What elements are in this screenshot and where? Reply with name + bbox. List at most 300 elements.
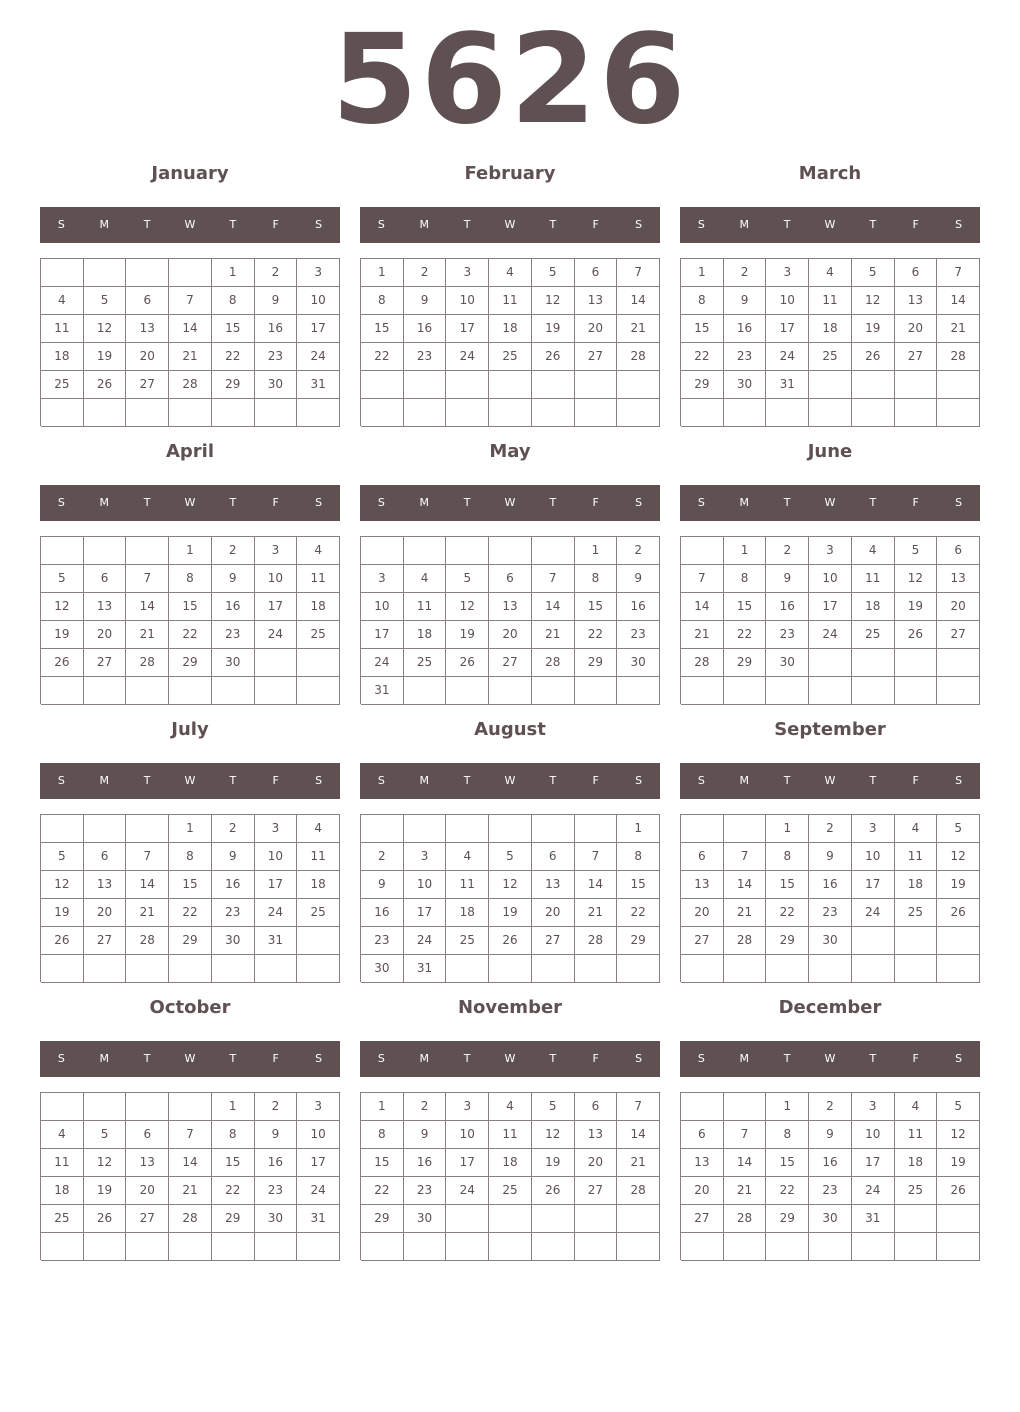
day-cell: 1: [724, 537, 767, 565]
empty-cell: [937, 649, 980, 677]
empty-cell: [126, 259, 169, 287]
day-cell: 11: [404, 593, 447, 621]
month-name: December: [778, 997, 882, 1018]
day-cell: 27: [575, 1177, 618, 1205]
day-cell: 16: [766, 593, 809, 621]
day-cell: 1: [361, 259, 404, 287]
day-cell: 2: [809, 1093, 852, 1121]
day-cell: 21: [169, 1177, 212, 1205]
day-cell: 21: [724, 899, 767, 927]
day-cell: 4: [489, 1093, 532, 1121]
day-cell: 28: [937, 343, 980, 371]
day-cell: 28: [681, 649, 724, 677]
weekday-label: F: [592, 1052, 599, 1065]
day-cell: 6: [575, 1093, 618, 1121]
day-cell: 21: [126, 899, 169, 927]
day-grid: [360, 814, 660, 982]
day-cell: 3: [446, 1093, 489, 1121]
weekday-label: S: [57, 1052, 65, 1065]
empty-cell: [446, 955, 489, 983]
day-cell: 22: [212, 1177, 255, 1205]
day-cell: 24: [446, 343, 489, 371]
weekday-label: T: [229, 218, 237, 231]
day-cell: 2: [617, 537, 660, 565]
empty-cell: [361, 371, 404, 399]
day-cell: 23: [809, 1177, 852, 1205]
day-cell: 21: [169, 343, 212, 371]
empty-cell: [617, 399, 660, 427]
weekday-header: [360, 763, 660, 799]
empty-cell: [617, 955, 660, 983]
day-grid: [360, 536, 660, 704]
empty-cell: [84, 399, 127, 427]
weekday-label: W: [824, 496, 836, 509]
weekday-label: S: [635, 218, 643, 231]
day-cell: 22: [575, 621, 618, 649]
day-cell: 10: [446, 1121, 489, 1149]
weekday-label: W: [824, 1052, 836, 1065]
day-cell: 24: [255, 621, 298, 649]
day-cell: 2: [809, 815, 852, 843]
weekday-label: T: [143, 496, 151, 509]
weekday-label: W: [824, 218, 836, 231]
empty-cell: [446, 371, 489, 399]
day-cell: 12: [489, 871, 532, 899]
day-cell: 31: [404, 955, 447, 983]
day-cell: 3: [255, 815, 298, 843]
month-name: June: [807, 441, 853, 462]
day-cell: 4: [404, 565, 447, 593]
day-cell: 26: [84, 1205, 127, 1233]
day-cell: 19: [489, 899, 532, 927]
day-cell: 22: [724, 621, 767, 649]
weekday-label: W: [824, 774, 836, 787]
day-cell: 14: [617, 1121, 660, 1149]
day-cell: 6: [84, 843, 127, 871]
empty-cell: [681, 815, 724, 843]
day-cell: 9: [404, 1121, 447, 1149]
day-cell: 24: [852, 899, 895, 927]
day-cell: 6: [575, 259, 618, 287]
empty-cell: [895, 371, 938, 399]
day-cell: 27: [126, 371, 169, 399]
empty-cell: [446, 815, 489, 843]
day-cell: 19: [446, 621, 489, 649]
empty-cell: [895, 1233, 938, 1261]
day-cell: 25: [852, 621, 895, 649]
empty-cell: [404, 677, 447, 705]
day-cell: 9: [766, 565, 809, 593]
month-name: August: [474, 719, 546, 740]
empty-cell: [617, 677, 660, 705]
day-cell: 1: [766, 1093, 809, 1121]
day-cell: 13: [489, 593, 532, 621]
day-cell: 24: [404, 927, 447, 955]
day-cell: 25: [489, 343, 532, 371]
day-cell: 28: [126, 649, 169, 677]
day-cell: 7: [169, 1121, 212, 1149]
empty-cell: [937, 677, 980, 705]
day-cell: 17: [255, 593, 298, 621]
empty-cell: [724, 677, 767, 705]
day-cell: 15: [212, 315, 255, 343]
weekday-label: T: [783, 496, 791, 509]
empty-cell: [852, 649, 895, 677]
day-cell: 13: [937, 565, 980, 593]
day-cell: 17: [446, 315, 489, 343]
day-cell: 11: [489, 1121, 532, 1149]
weekday-label: S: [377, 1052, 385, 1065]
day-cell: 26: [895, 621, 938, 649]
day-cell: 17: [852, 871, 895, 899]
day-cell: 4: [852, 537, 895, 565]
day-cell: 13: [681, 871, 724, 899]
weekday-label: M: [739, 1052, 750, 1065]
empty-cell: [212, 1233, 255, 1261]
day-cell: 30: [255, 1205, 298, 1233]
weekday-label: S: [315, 218, 323, 231]
day-cell: 20: [681, 1177, 724, 1205]
day-cell: 2: [212, 815, 255, 843]
weekday-label: S: [697, 218, 705, 231]
weekday-label: F: [912, 218, 919, 231]
day-cell: 11: [809, 287, 852, 315]
day-cell: 25: [446, 927, 489, 955]
day-cell: 20: [575, 315, 618, 343]
day-cell: 22: [617, 899, 660, 927]
day-cell: 24: [361, 649, 404, 677]
day-cell: 19: [895, 593, 938, 621]
day-cell: 13: [895, 287, 938, 315]
weekday-label: T: [783, 1052, 791, 1065]
day-cell: 11: [446, 871, 489, 899]
day-cell: 16: [212, 871, 255, 899]
day-cell: 10: [809, 565, 852, 593]
day-cell: 19: [937, 871, 980, 899]
day-cell: 11: [41, 315, 84, 343]
day-cell: 28: [532, 649, 575, 677]
day-cell: 13: [126, 315, 169, 343]
empty-cell: [937, 1233, 980, 1261]
day-cell: 29: [766, 1205, 809, 1233]
empty-cell: [41, 399, 84, 427]
day-cell: 14: [724, 1149, 767, 1177]
day-cell: 26: [41, 649, 84, 677]
weekday-label: T: [229, 774, 237, 787]
day-cell: 30: [404, 1205, 447, 1233]
empty-cell: [617, 371, 660, 399]
day-cell: 7: [724, 843, 767, 871]
day-cell: 8: [681, 287, 724, 315]
day-cell: 4: [809, 259, 852, 287]
day-cell: 21: [724, 1177, 767, 1205]
day-cell: 10: [255, 565, 298, 593]
day-cell: 19: [41, 899, 84, 927]
empty-cell: [126, 399, 169, 427]
day-grid: [360, 1092, 660, 1260]
day-cell: 18: [809, 315, 852, 343]
day-cell: 20: [84, 899, 127, 927]
day-cell: 8: [361, 287, 404, 315]
day-cell: 17: [361, 621, 404, 649]
day-cell: 8: [212, 1121, 255, 1149]
day-cell: 15: [724, 593, 767, 621]
month-name: March: [798, 163, 862, 184]
day-cell: 10: [446, 287, 489, 315]
day-cell: 15: [361, 1149, 404, 1177]
empty-cell: [724, 1093, 767, 1121]
empty-cell: [169, 955, 212, 983]
empty-cell: [404, 399, 447, 427]
empty-cell: [852, 371, 895, 399]
day-cell: 5: [532, 259, 575, 287]
weekday-label: M: [739, 774, 750, 787]
day-cell: 16: [212, 593, 255, 621]
day-cell: 15: [361, 315, 404, 343]
day-cell: 2: [361, 843, 404, 871]
empty-cell: [84, 1093, 127, 1121]
weekday-label: W: [184, 496, 196, 509]
empty-cell: [84, 537, 127, 565]
day-cell: 6: [532, 843, 575, 871]
day-cell: 8: [617, 843, 660, 871]
day-cell: 5: [937, 1093, 980, 1121]
day-cell: 5: [489, 843, 532, 871]
day-cell: 13: [84, 593, 127, 621]
day-cell: 10: [361, 593, 404, 621]
weekday-label: F: [912, 496, 919, 509]
day-cell: 23: [255, 343, 298, 371]
day-cell: 19: [937, 1149, 980, 1177]
day-cell: 20: [937, 593, 980, 621]
day-grid: [40, 536, 340, 704]
empty-cell: [41, 955, 84, 983]
day-cell: 27: [532, 927, 575, 955]
day-cell: 18: [446, 899, 489, 927]
empty-cell: [169, 399, 212, 427]
day-cell: 17: [297, 1149, 340, 1177]
weekday-label: S: [57, 774, 65, 787]
empty-cell: [169, 677, 212, 705]
day-cell: 16: [724, 315, 767, 343]
weekday-label: F: [912, 774, 919, 787]
day-cell: 22: [681, 343, 724, 371]
day-cell: 6: [937, 537, 980, 565]
day-cell: 14: [724, 871, 767, 899]
empty-cell: [809, 955, 852, 983]
empty-cell: [361, 815, 404, 843]
weekday-header: [40, 763, 340, 799]
day-cell: 20: [532, 899, 575, 927]
day-cell: 14: [937, 287, 980, 315]
empty-cell: [575, 815, 618, 843]
day-cell: 1: [212, 259, 255, 287]
day-cell: 4: [446, 843, 489, 871]
day-cell: 16: [255, 1149, 298, 1177]
weekday-label: S: [315, 496, 323, 509]
empty-cell: [489, 677, 532, 705]
empty-cell: [852, 955, 895, 983]
empty-cell: [532, 677, 575, 705]
day-cell: 5: [532, 1093, 575, 1121]
day-cell: 28: [617, 1177, 660, 1205]
empty-cell: [681, 955, 724, 983]
weekday-label: M: [99, 774, 110, 787]
empty-cell: [489, 815, 532, 843]
day-grid: [40, 814, 340, 982]
day-cell: 12: [84, 1149, 127, 1177]
day-cell: 1: [766, 815, 809, 843]
empty-cell: [41, 815, 84, 843]
day-cell: 15: [169, 871, 212, 899]
empty-cell: [575, 955, 618, 983]
weekday-label: T: [143, 774, 151, 787]
day-cell: 27: [895, 343, 938, 371]
day-cell: 7: [617, 1093, 660, 1121]
weekday-label: S: [57, 496, 65, 509]
weekday-label: T: [869, 218, 877, 231]
empty-cell: [809, 677, 852, 705]
day-cell: 29: [169, 927, 212, 955]
day-cell: 22: [361, 343, 404, 371]
day-cell: 25: [489, 1177, 532, 1205]
day-cell: 25: [895, 1177, 938, 1205]
empty-cell: [404, 815, 447, 843]
day-cell: 30: [617, 649, 660, 677]
day-cell: 1: [681, 259, 724, 287]
day-cell: 24: [809, 621, 852, 649]
day-cell: 4: [489, 259, 532, 287]
day-cell: 5: [41, 565, 84, 593]
weekday-label: W: [184, 218, 196, 231]
day-cell: 4: [41, 287, 84, 315]
day-cell: 27: [937, 621, 980, 649]
weekday-label: F: [592, 496, 599, 509]
day-grid: [40, 258, 340, 426]
day-cell: 5: [937, 815, 980, 843]
day-cell: 16: [404, 1149, 447, 1177]
day-cell: 19: [852, 315, 895, 343]
day-cell: 8: [169, 843, 212, 871]
year-title: 5626: [331, 8, 689, 152]
empty-cell: [575, 399, 618, 427]
empty-cell: [724, 955, 767, 983]
day-cell: 3: [852, 1093, 895, 1121]
day-cell: 10: [766, 287, 809, 315]
empty-cell: [404, 1233, 447, 1261]
day-cell: 5: [41, 843, 84, 871]
day-cell: 29: [212, 371, 255, 399]
day-cell: 19: [84, 343, 127, 371]
day-cell: 25: [297, 621, 340, 649]
weekday-label: T: [549, 218, 557, 231]
weekday-label: M: [739, 496, 750, 509]
empty-cell: [532, 371, 575, 399]
day-cell: 5: [84, 287, 127, 315]
weekday-header: [680, 485, 980, 521]
day-cell: 1: [169, 537, 212, 565]
day-cell: 2: [212, 537, 255, 565]
day-cell: 15: [766, 871, 809, 899]
day-cell: 1: [617, 815, 660, 843]
empty-cell: [297, 927, 340, 955]
day-cell: 16: [809, 1149, 852, 1177]
day-cell: 9: [212, 843, 255, 871]
day-cell: 15: [766, 1149, 809, 1177]
day-cell: 12: [84, 315, 127, 343]
empty-cell: [404, 371, 447, 399]
day-cell: 18: [852, 593, 895, 621]
day-cell: 17: [852, 1149, 895, 1177]
day-cell: 7: [126, 843, 169, 871]
weekday-label: S: [57, 218, 65, 231]
empty-cell: [41, 677, 84, 705]
day-cell: 4: [895, 1093, 938, 1121]
empty-cell: [809, 649, 852, 677]
day-cell: 28: [126, 927, 169, 955]
day-cell: 7: [169, 287, 212, 315]
day-cell: 29: [766, 927, 809, 955]
weekday-label: S: [955, 774, 963, 787]
empty-cell: [681, 1093, 724, 1121]
empty-cell: [575, 1205, 618, 1233]
day-cell: 17: [404, 899, 447, 927]
day-cell: 22: [361, 1177, 404, 1205]
day-cell: 17: [297, 315, 340, 343]
weekday-label: S: [697, 1052, 705, 1065]
day-cell: 3: [766, 259, 809, 287]
empty-cell: [84, 1233, 127, 1261]
day-cell: 31: [255, 927, 298, 955]
day-cell: 31: [361, 677, 404, 705]
day-cell: 3: [809, 537, 852, 565]
day-cell: 22: [169, 899, 212, 927]
day-cell: 18: [489, 1149, 532, 1177]
day-cell: 9: [617, 565, 660, 593]
day-cell: 28: [617, 343, 660, 371]
empty-cell: [489, 399, 532, 427]
day-cell: 26: [41, 927, 84, 955]
day-cell: 26: [84, 371, 127, 399]
day-grid: [40, 1092, 340, 1260]
empty-cell: [532, 955, 575, 983]
empty-cell: [895, 927, 938, 955]
empty-cell: [937, 371, 980, 399]
empty-cell: [575, 1233, 618, 1261]
day-cell: 15: [681, 315, 724, 343]
day-cell: 27: [489, 649, 532, 677]
empty-cell: [41, 1233, 84, 1261]
weekday-label: M: [739, 218, 750, 231]
day-cell: 10: [297, 1121, 340, 1149]
day-cell: 4: [895, 815, 938, 843]
day-cell: 3: [446, 259, 489, 287]
empty-cell: [724, 399, 767, 427]
day-cell: 7: [617, 259, 660, 287]
empty-cell: [126, 537, 169, 565]
weekday-label: W: [504, 1052, 516, 1065]
weekday-header: [360, 485, 660, 521]
day-cell: 6: [681, 1121, 724, 1149]
day-cell: 29: [724, 649, 767, 677]
day-cell: 3: [255, 537, 298, 565]
day-cell: 24: [852, 1177, 895, 1205]
empty-cell: [895, 955, 938, 983]
day-cell: 24: [255, 899, 298, 927]
weekday-label: M: [419, 774, 430, 787]
day-cell: 13: [126, 1149, 169, 1177]
day-cell: 15: [617, 871, 660, 899]
